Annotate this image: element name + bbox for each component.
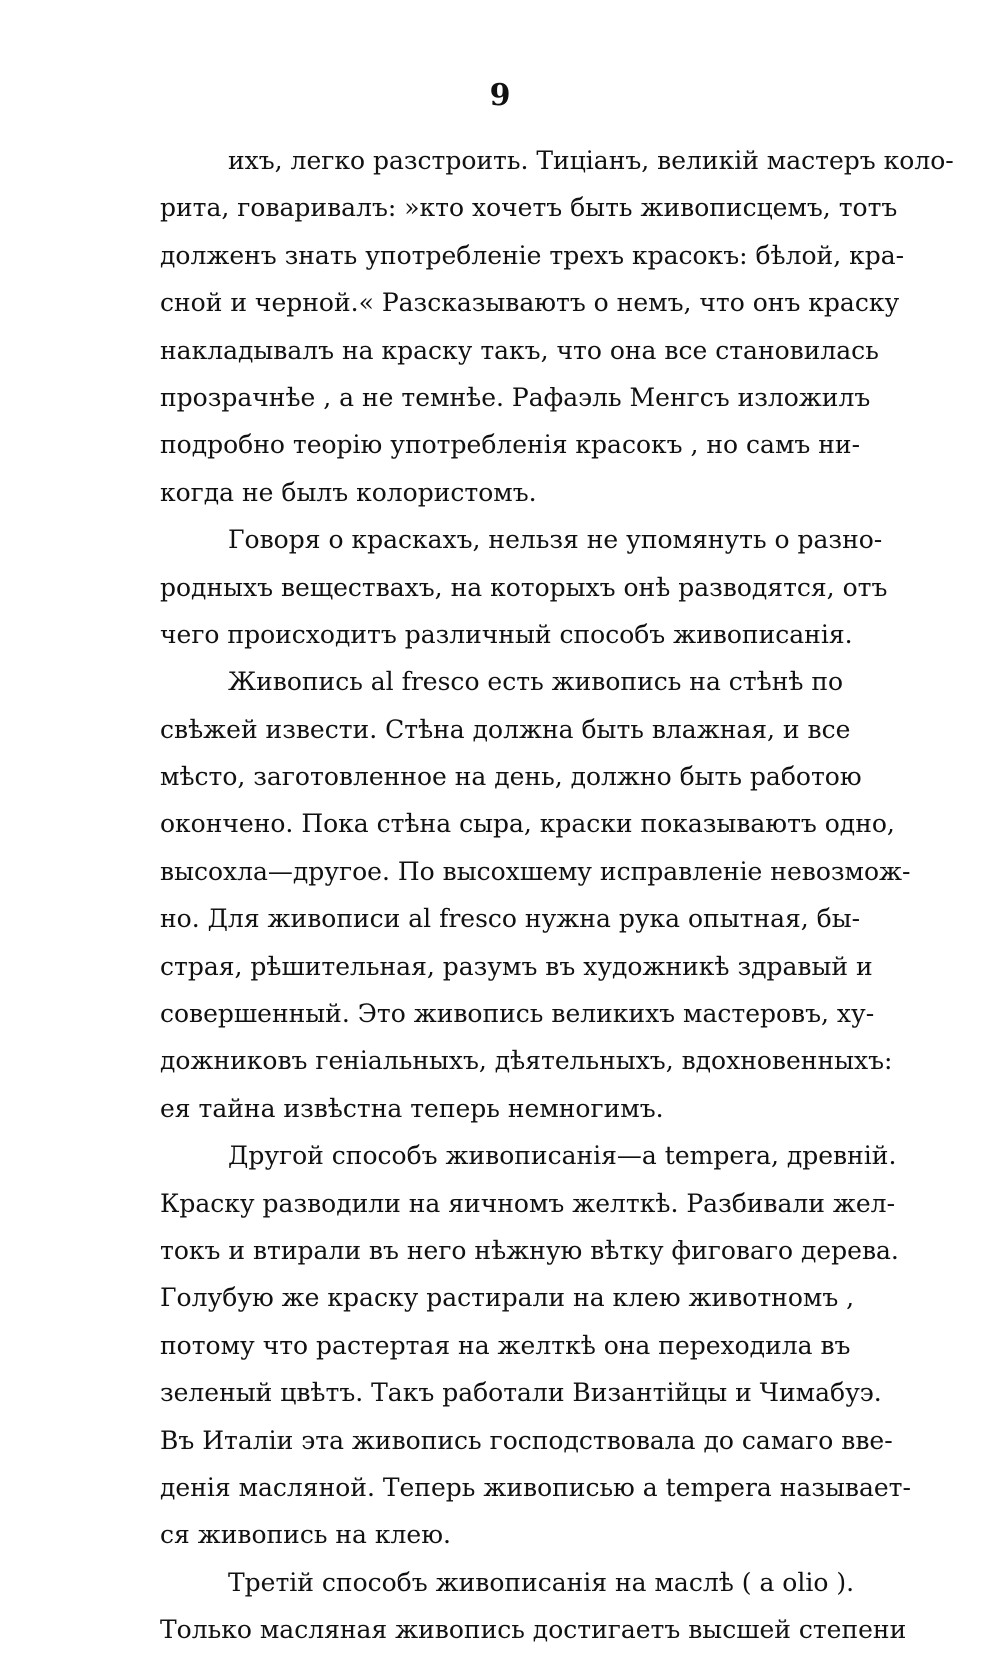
text-line: накладывалъ на краску такъ, что она все становилась bbox=[160, 335, 879, 365]
text-line: прозрачнѣе , а не темнѣе. Рафаэль Менгсъ изложилъ bbox=[160, 382, 871, 412]
text-line: Другой способъ живописанія—а tempera, древній. bbox=[228, 1141, 897, 1171]
text-line: мѣсто, заготовленное на день, должно быть работою bbox=[160, 762, 862, 792]
text-line: рита, говаривалъ: »кто хочетъ быть живописцемъ, тотъ bbox=[160, 193, 898, 223]
paragraph bbox=[160, 1132, 911, 1559]
paragraph bbox=[160, 137, 954, 516]
paragraph bbox=[160, 658, 911, 1132]
text-line: подробно теорію употребленія красокъ , но самъ ни- bbox=[160, 430, 861, 460]
text-line: чего происходитъ различный способъ живописанія. bbox=[160, 619, 853, 649]
text-line: Краску разводили на яичномъ желткѣ. Разбивали жел- bbox=[160, 1188, 896, 1218]
text-line: высохла—другое. По высохшему исправленіе невозмож- bbox=[160, 856, 911, 886]
text-line: Только масляная живопись достигаетъ высшей степени bbox=[160, 1615, 907, 1645]
text-line: ихъ, легко разстроить. Тиціанъ, великій мастеръ коло- bbox=[228, 146, 954, 175]
page-number: 9 bbox=[489, 78, 511, 113]
text-line: сной и черной.« Разсказываютъ о немъ, что онъ краску bbox=[160, 288, 900, 318]
text-line: ея тайна извѣстна теперь немногимъ. bbox=[160, 1093, 664, 1123]
paragraph bbox=[160, 1559, 907, 1654]
text-line: свѣжей извести. Стѣна должна быть влажная, и все bbox=[160, 714, 851, 744]
text-line: ся живопись на клею. bbox=[160, 1520, 451, 1550]
text-line: дожниковъ геніальныхъ, дѣятельныхъ, вдохновенныхъ: bbox=[160, 1046, 893, 1076]
text-line: Голубую же краску растирали на клею животномъ , bbox=[160, 1283, 855, 1313]
text-line: совершенный. Это живопись великихъ мастеровъ, ху- bbox=[160, 999, 875, 1029]
text-line: денія масляной. Теперь живописью а tempera называет- bbox=[160, 1472, 911, 1502]
text-line: Въ Италіи эта живопись господствовала до самаго вве- bbox=[160, 1425, 893, 1455]
text-body bbox=[160, 137, 954, 1654]
text-line: Третій способъ живописанія на маслѣ ( a olio ). bbox=[228, 1567, 855, 1597]
text-line: окончено. Пока стѣна сыра, краски показываютъ одно, bbox=[160, 809, 895, 839]
text-line: Живопись al fresco есть живопись на стѣнѣ по bbox=[228, 667, 844, 697]
text-line: токъ и втирали въ него нѣжную вѣтку фиговаго дерева. bbox=[160, 1235, 899, 1265]
text-line: Говоря о краскахъ, нельзя не упомянуть о разно- bbox=[228, 525, 883, 555]
text-line: страя, рѣшительная, разумъ въ художникѣ здравый и bbox=[160, 951, 873, 981]
text-line: родныхъ веществахъ, на которыхъ онѣ разводятся, отъ bbox=[160, 572, 888, 602]
text-line: потому что растертая на желткѣ она переходила въ bbox=[160, 1330, 851, 1360]
text-line: когда не былъ колористомъ. bbox=[160, 477, 537, 507]
paragraph bbox=[160, 516, 888, 658]
text-line: зеленый цвѣтъ. Такъ работали Византійцы и Чимабуэ. bbox=[160, 1378, 882, 1408]
text-line: но. Для живописи al fresco нужна рука опытная, бы- bbox=[160, 904, 861, 934]
text-line: долженъ знать употребленіе трехъ красокъ: бѣлой, кра- bbox=[160, 240, 905, 270]
